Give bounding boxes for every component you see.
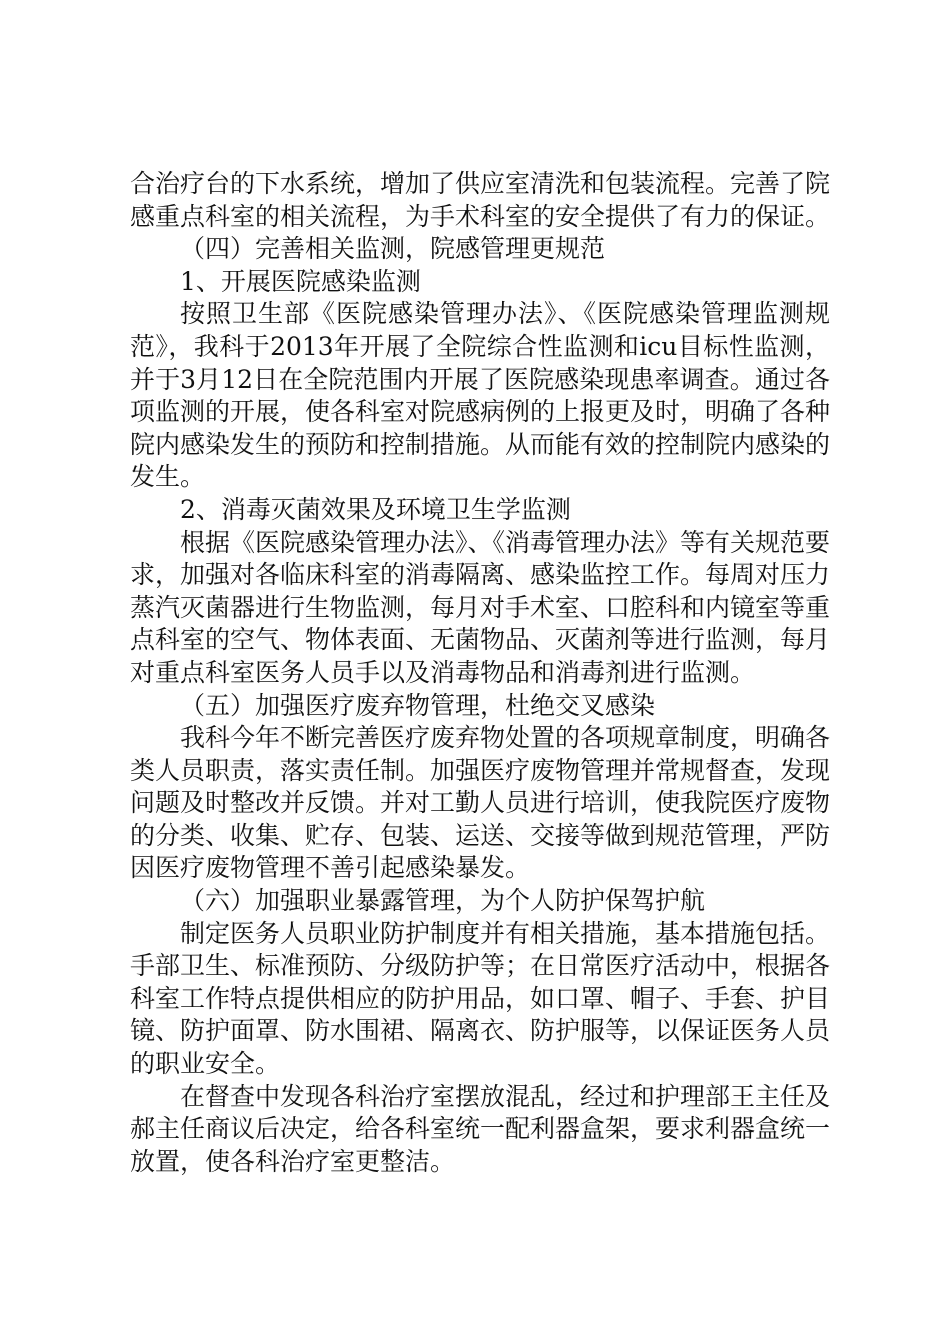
paragraph-disinfection: 根据《医院感染管理办法》、《消毒管理办法》等有关规范要求，加强对各临床科室的消毒隔离、感染监控工作。每周对压力蒸汽灭菌器进行生物监测，每月对手术室、口腔科和内镜室等重点科室的空气、物体表面、无菌物品、灭菌剂等进行监测，每月对重点科室医务人员手以及消毒物品和消毒剂进行监测。 — [130, 527, 831, 687]
paragraph-sharps-box: 在督查中发现各科治疗室摆放混乱，经过和护理部王主任及郝主任商议后决定，给各科室统一配利器盒架，要求利器盒统一放置，使各科治疗室更整洁。 — [130, 1081, 831, 1176]
subsection-heading-1: 1、开展医院感染监测 — [180, 266, 421, 296]
section-heading-4: （四）完善相关监测，院感管理更规范 — [180, 234, 606, 264]
paragraph-continued: 合治疗台的下水系统，增加了供应室清洗和包装流程。完善了院感重点科室的相关流程，为手术科室的安全提供了有力的保证。 — [130, 169, 831, 231]
document-body — [130, 168, 830, 1178]
paragraph-occupational-protection: 制定医务人员职业防护制度并有相关措施，基本措施包括。手部卫生、标准预防、分级防护等；在日常医疗活动中，根据各科室工作特点提供相应的防护用品，如口罩、帽子、手套、护目镜、防护面罩、防水围裙、隔离衣、防护服等，以保证医务人员的职业安全。 — [130, 918, 831, 1079]
paragraph-medical-waste: 我科今年不断完善医疗废弃物处置的各项规章制度，明确各类人员职责，落实责任制。加强医疗废物管理并常规督查，发现问题及时整改并反馈。并对工勤人员进行培训，使我院医疗废物的分类、收集、贮存、包装、运送、交接等做到规范管理，严防因医疗废物管理不善引起感染暴发。 — [130, 723, 831, 883]
section-heading-6: （六）加强职业暴露管理，为个人防护保驾护航 — [180, 886, 706, 916]
subsection-heading-2: 2、消毒灭菌效果及环境卫生学监测 — [180, 494, 571, 524]
section-heading-5: （五）加强医疗废弃物管理，杜绝交叉感染 — [180, 690, 656, 720]
paragraph-monitoring: 按照卫生部《医院感染管理办法》、《医院感染管理监测规范》，我科于2013年开展了全院综合性监测和icu目标性监测，并于3月12日在全院范围内开展了医院感染现患率调查。通过各项监测的开展，使各科室对院感病例的上报更及时，明确了各种院内感染发生的预防和控制措施。从而能有效的控制院内感染的发生。 — [130, 299, 831, 492]
